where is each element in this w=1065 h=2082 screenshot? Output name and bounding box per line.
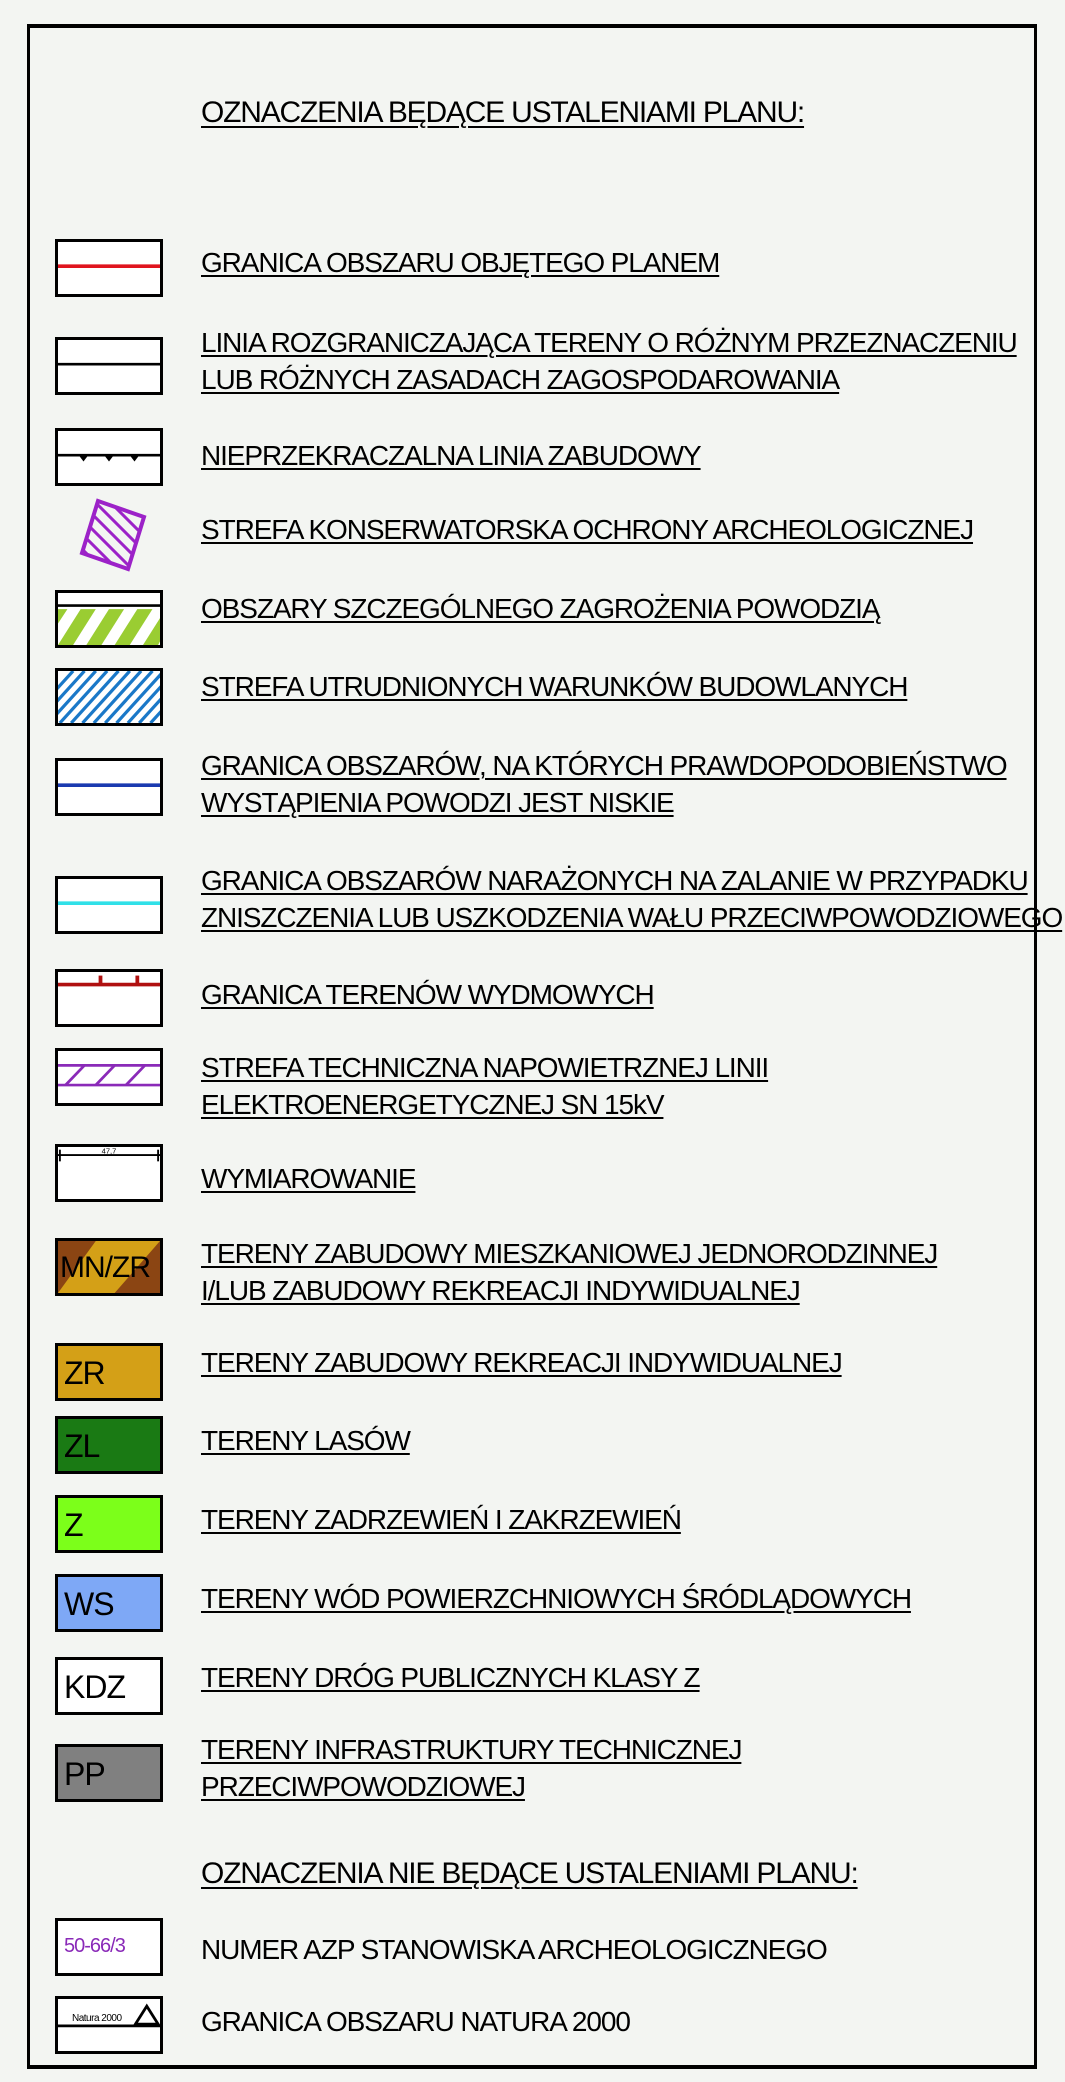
azp-number-icon bbox=[55, 1918, 163, 1976]
zl-swatch bbox=[55, 1416, 163, 1474]
land-use-code: Z bbox=[64, 1507, 83, 1543]
heading-non-plan-settlements: OZNACZENIA NIE BĘDĄCE USTALENIAMI PLANU: bbox=[201, 1857, 858, 1890]
ws-swatch bbox=[55, 1574, 163, 1632]
z-swatch bbox=[55, 1495, 163, 1553]
heading-plan-settlements: OZNACZENIA BĘDĄCE USTALENIAMI PLANU: bbox=[201, 96, 805, 129]
kdz-swatch bbox=[55, 1657, 163, 1715]
legend-label: NIEPRZEKRACZALNA LINIA ZABUDOWY bbox=[201, 440, 701, 471]
legend-label: STREFA TECHNICZNA NAPOWIETRZNEJ LINII ELEKTROENERGETYCZNEJ SN 15kV bbox=[201, 1052, 769, 1120]
archaeology-zone-icon bbox=[70, 497, 150, 577]
legend-label: OBSZARY SZCZEGÓLNEGO ZAGROŻENIA POWODZIĄ bbox=[201, 593, 880, 624]
power-line-zone-icon bbox=[55, 1048, 163, 1106]
pp-swatch bbox=[55, 1744, 163, 1802]
dimension-value: 47,7 bbox=[101, 1147, 117, 1156]
blue-line-icon bbox=[55, 758, 163, 816]
natura-2000-icon bbox=[55, 1996, 163, 2054]
red-line-icon bbox=[55, 239, 163, 297]
legend-label: TERENY WÓD POWIERZCHNIOWYCH ŚRÓDLĄDOWYCH bbox=[201, 1583, 911, 1614]
legend-label: TERENY ZABUDOWY REKREACJI INDYWIDUALNEJ bbox=[201, 1347, 842, 1378]
azp-number: 50-66/3 bbox=[64, 1935, 125, 1957]
mnzr-swatch bbox=[55, 1238, 163, 1296]
legend-label: LINIA ROZGRANICZAJĄCA TERENY O RÓŻNYM PRZEZNACZENIU LUB RÓŻNYCH ZASADACH ZAGOSPODAROWANIA bbox=[201, 327, 1017, 395]
legend-label: GRANICA OBSZARU OBJĘTEGO PLANEM bbox=[201, 247, 720, 278]
land-use-code: PP bbox=[64, 1756, 105, 1792]
legend-label: GRANICA OBSZARÓW, NA KTÓRYCH PRAWDOPODOBIEŃSTWO WYSTĄPIENIA POWODZI JEST NISKIE bbox=[201, 750, 1007, 818]
natura-label: Natura 2000 bbox=[72, 2013, 122, 2024]
legend-label: GRANICA OBSZARU NATURA 2000 bbox=[201, 2006, 630, 2037]
legend-label: STREFA UTRUDNIONYCH WARUNKÓW BUDOWLANYCH bbox=[201, 671, 908, 702]
legend-label: TERENY ZABUDOWY MIESZKANIOWEJ JEDNORODZINNEJ I/LUB ZABUDOWY REKREACJI INDYWIDUALNEJ bbox=[201, 1238, 938, 1306]
legend-label: STREFA KONSERWATORSKA OCHRONY ARCHEOLOGICZNEJ bbox=[201, 514, 974, 545]
legend-label: TERENY ZADRZEWIEŃ I ZAKRZEWIEŃ bbox=[201, 1504, 681, 1535]
dimension-icon bbox=[55, 1144, 163, 1202]
legend-label: NUMER AZP STANOWISKA ARCHEOLOGICZNEGO bbox=[201, 1934, 827, 1965]
legend-label: GRANICA TERENÓW WYDMOWYCH bbox=[201, 979, 654, 1010]
land-use-code: ZL bbox=[64, 1428, 100, 1464]
legend-label: WYMIAROWANIE bbox=[201, 1163, 416, 1194]
land-use-code: WS bbox=[64, 1586, 114, 1622]
building-line-icon bbox=[55, 428, 163, 486]
legend-label: TERENY DRÓG PUBLICZNYCH KLASY Z bbox=[201, 1662, 700, 1693]
cyan-line-icon bbox=[55, 876, 163, 934]
dune-line-icon bbox=[55, 969, 163, 1027]
zr-swatch bbox=[55, 1343, 163, 1401]
legend-label: GRANICA OBSZARÓW NARAŻONYCH NA ZALANIE W PRZYPADKU ZNISZCZENIA LUB USZKODZENIA WAŁU PRZECIWPOWODZIOWEGO bbox=[201, 865, 1063, 933]
flood-risk-hatch-icon bbox=[55, 590, 163, 648]
land-use-code: MN/ZR bbox=[60, 1251, 150, 1284]
land-use-code: KDZ bbox=[64, 1669, 125, 1705]
legend-label: TERENY LASÓW bbox=[201, 1425, 410, 1456]
difficult-building-hatch-icon bbox=[55, 668, 163, 726]
black-line-icon bbox=[55, 337, 163, 395]
legend-label: TERENY INFRASTRUKTURY TECHNICZNEJ PRZECIWPOWODZIOWEJ bbox=[201, 1734, 742, 1802]
land-use-code: ZR bbox=[64, 1355, 105, 1391]
